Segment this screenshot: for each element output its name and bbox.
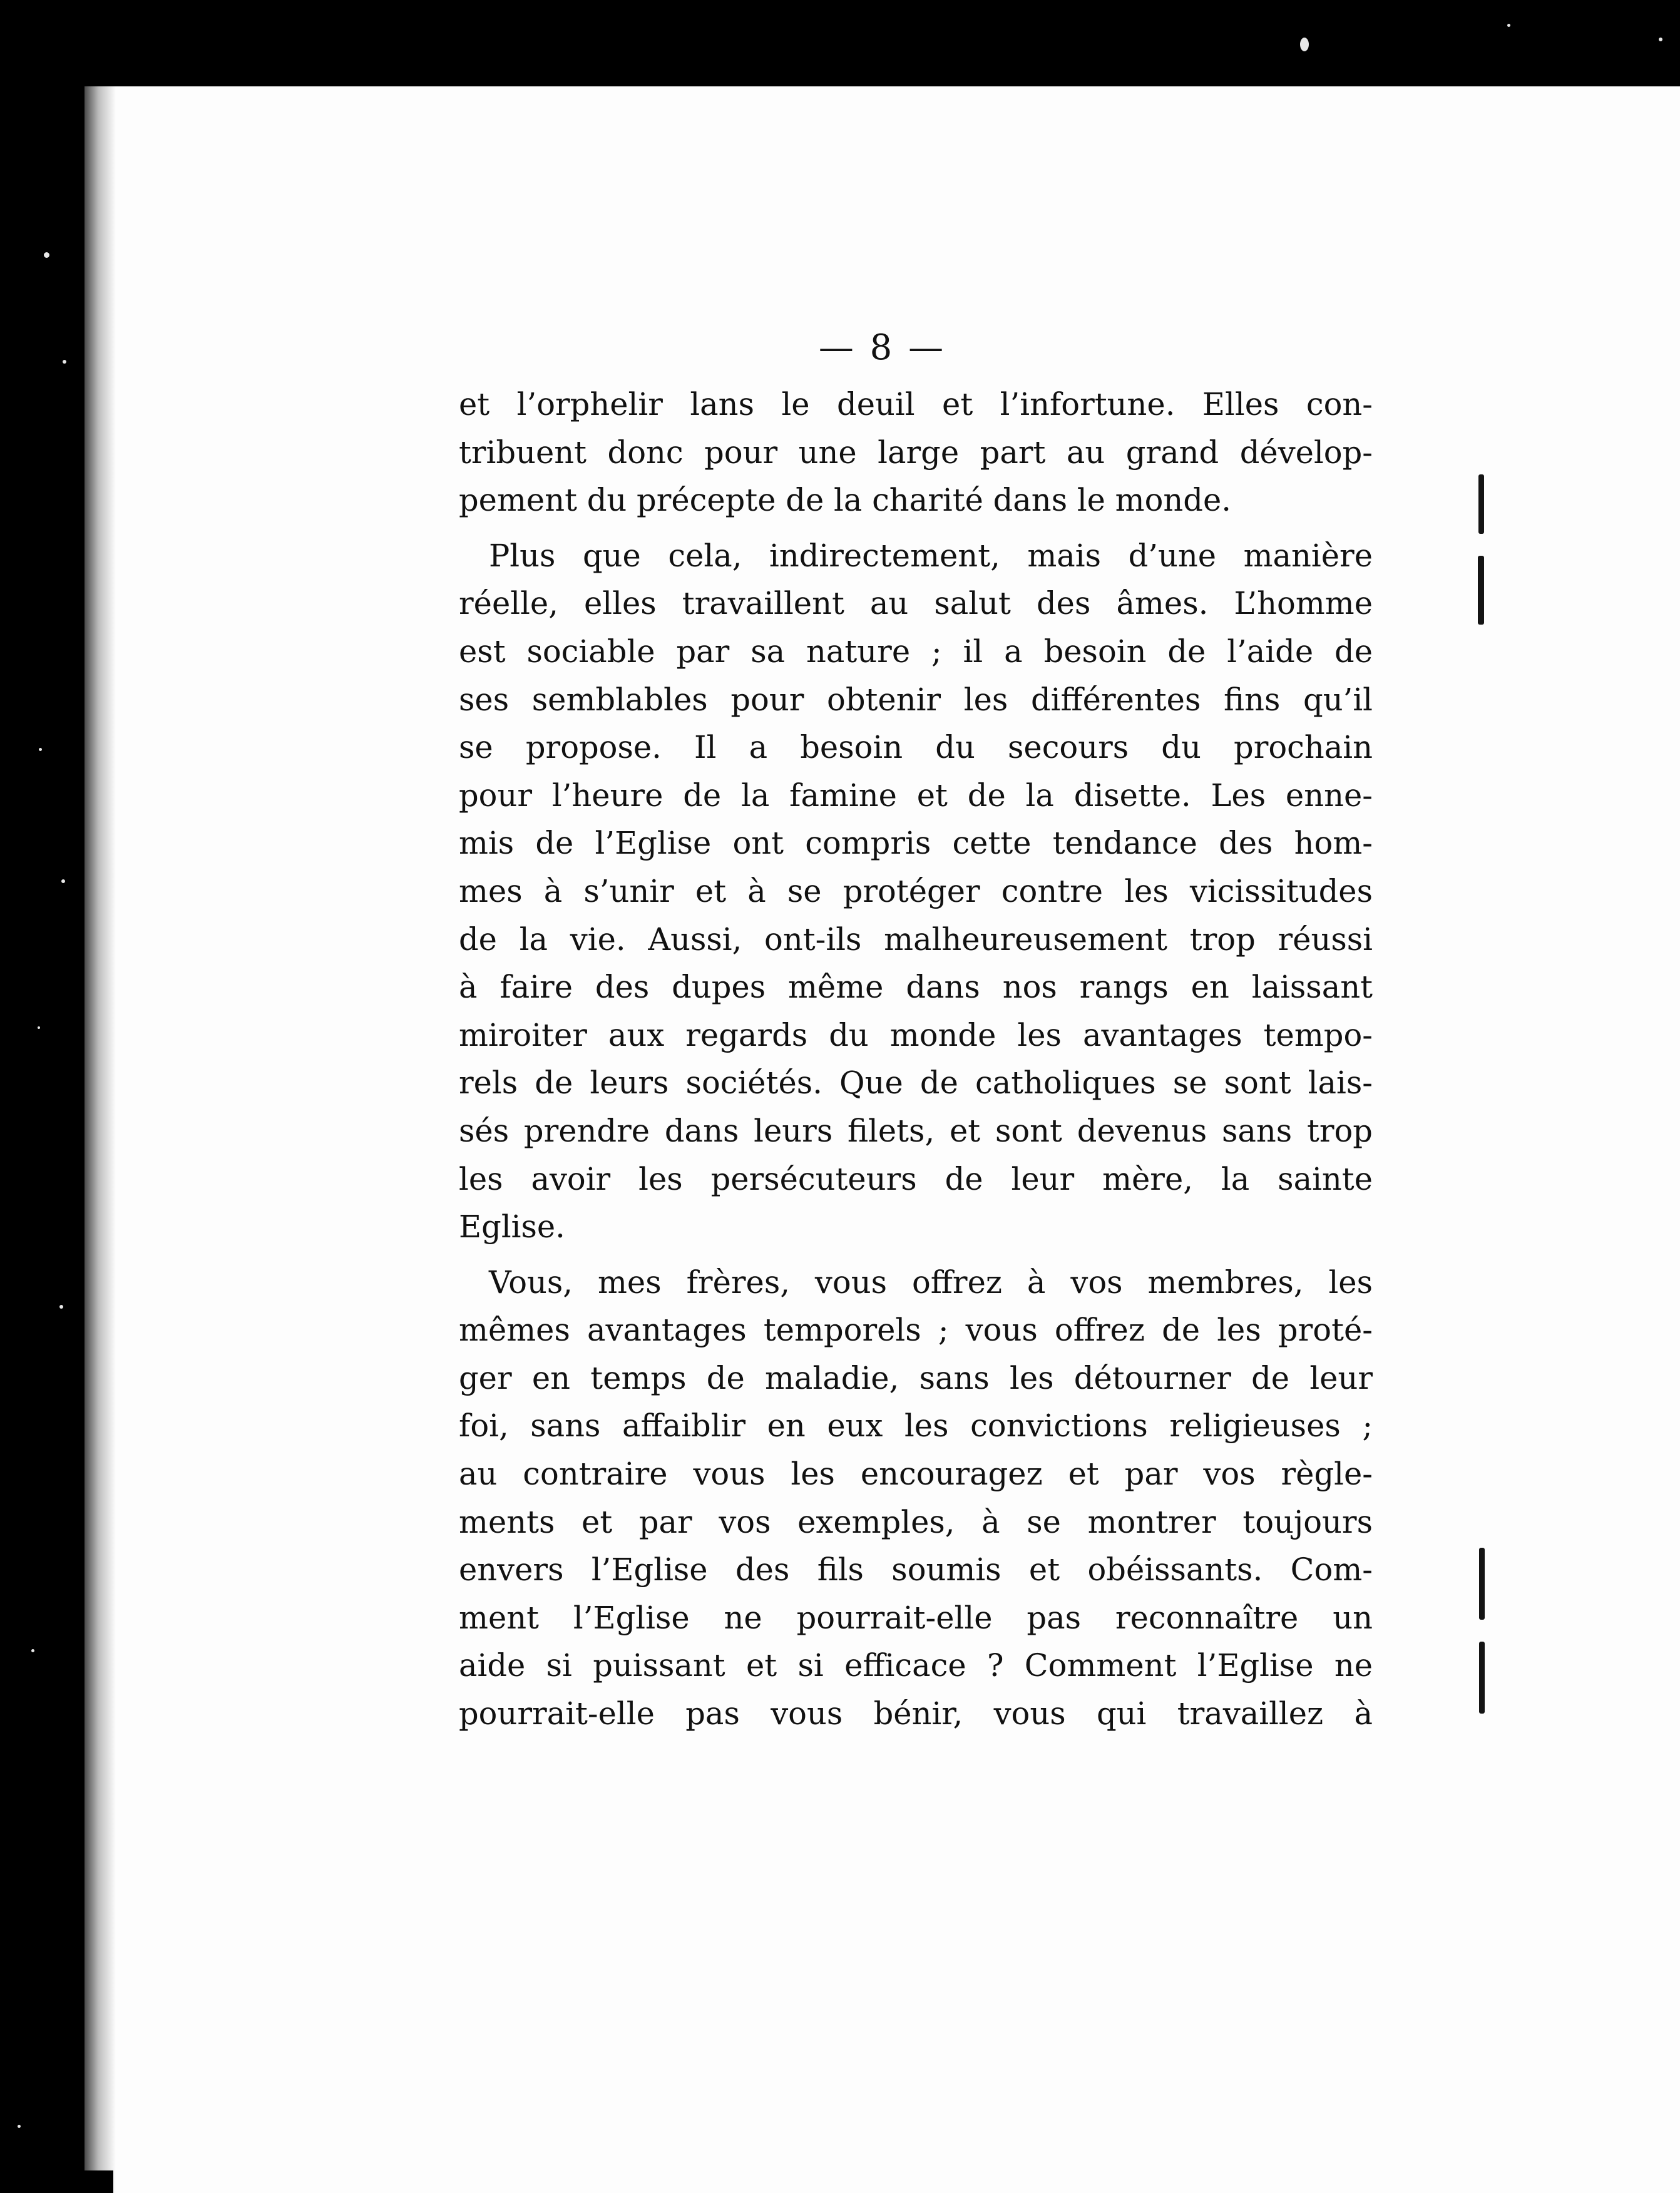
scan-speck [1300, 38, 1309, 51]
text-line: se propose. Il a besoin du secours du prochain [459, 729, 1373, 766]
text-line: aide si puissant et si efficace ? Comment l’Eglise ne [459, 1647, 1373, 1684]
margin-mark [1478, 474, 1484, 534]
text-line: ments et par vos exemples, à se montrer toujours [459, 1503, 1373, 1540]
text-line: est sociable par sa nature ; il a besoin de l’aide de [459, 633, 1373, 670]
text-line: mêmes avantages temporels ; vous offrez de les proté- [459, 1312, 1373, 1349]
scan-speck [63, 360, 66, 364]
text-line: au contraire vous les encouragez et par vos règle- [459, 1456, 1373, 1493]
text-line: ses semblables pour obtenir les différentes fins qu’il [459, 681, 1373, 718]
margin-mark [1479, 1548, 1485, 1620]
scan-speck [1507, 24, 1510, 27]
text-line: Plus que cela, indirectement, mais d’une manière [489, 537, 1373, 574]
text-line: réelle, elles travaillent au salut des âmes. L’homme [459, 585, 1373, 622]
text-line: de la vie. Aussi, ont-ils malheureusement trop réussi [459, 921, 1373, 958]
paragraph [459, 1259, 1373, 1738]
text-line: mis de l’Eglise ont compris cette tendance des hom- [459, 825, 1373, 862]
body-text [459, 381, 1373, 1738]
text-line: tribuent donc pour une large part au grand dévelop- [459, 434, 1373, 471]
text-line: mes à s’unir et à se protéger contre les vicissitudes [459, 872, 1373, 909]
paragraph-gap [459, 524, 1373, 532]
paragraph-gap [459, 1251, 1373, 1259]
text-line: et l’orphelir lans le deuil et l’infortune. Elles con- [459, 386, 1373, 422]
paragraph [459, 532, 1373, 1251]
text-line: pour l’heure de la famine et de la disette. Les enne- [459, 777, 1373, 814]
page-corner-notch [85, 2170, 113, 2193]
text-line: miroiter aux regards du monde les avantages tempo- [459, 1016, 1373, 1053]
text-line: pourrait-elle pas vous bénir, vous qui travaillez à [459, 1695, 1373, 1732]
text-line: Vous, mes frères, vous offrez à vos membres, les [489, 1264, 1373, 1301]
scan-speck [44, 252, 49, 258]
text-line: sés prendre dans leurs filets, et sont devenus sans trop [459, 1112, 1373, 1149]
paragraph [459, 381, 1373, 524]
scan-speck [1659, 38, 1662, 41]
scan-speck [38, 1026, 40, 1029]
text-line: les avoir les persécuteurs de leur mère, la sainte [459, 1160, 1373, 1197]
margin-mark [1479, 1642, 1485, 1714]
text-line: pement du précepte de la charité dans le monde. [459, 482, 1232, 519]
scan-speck [18, 2125, 21, 2128]
text-line: ger en temps de maladie, sans les détourner de leur [459, 1359, 1373, 1396]
text-line: foi, sans affaiblir en eux les convictions religieuses ; [459, 1408, 1373, 1444]
text-line: ment l’Eglise ne pourrait-elle pas reconnaître un [459, 1599, 1373, 1636]
margin-mark [1478, 556, 1484, 625]
scan-speck [59, 1305, 63, 1309]
text-line: à faire des dupes même dans nos rangs en laissant [459, 969, 1373, 1006]
book-page [85, 86, 1680, 2193]
scan-speck [39, 748, 42, 751]
scan-speck [61, 879, 65, 883]
page-gutter-shadow [85, 86, 116, 2193]
text-line: rels de leurs sociétés. Que de catholiques se sont lais- [459, 1065, 1373, 1102]
text-line: envers l’Eglise des fils soumis et obéissants. Com- [459, 1551, 1373, 1588]
page-number: — 8 — [818, 327, 946, 368]
text-line: Eglise. [459, 1209, 565, 1245]
scan-speck [31, 1649, 34, 1652]
